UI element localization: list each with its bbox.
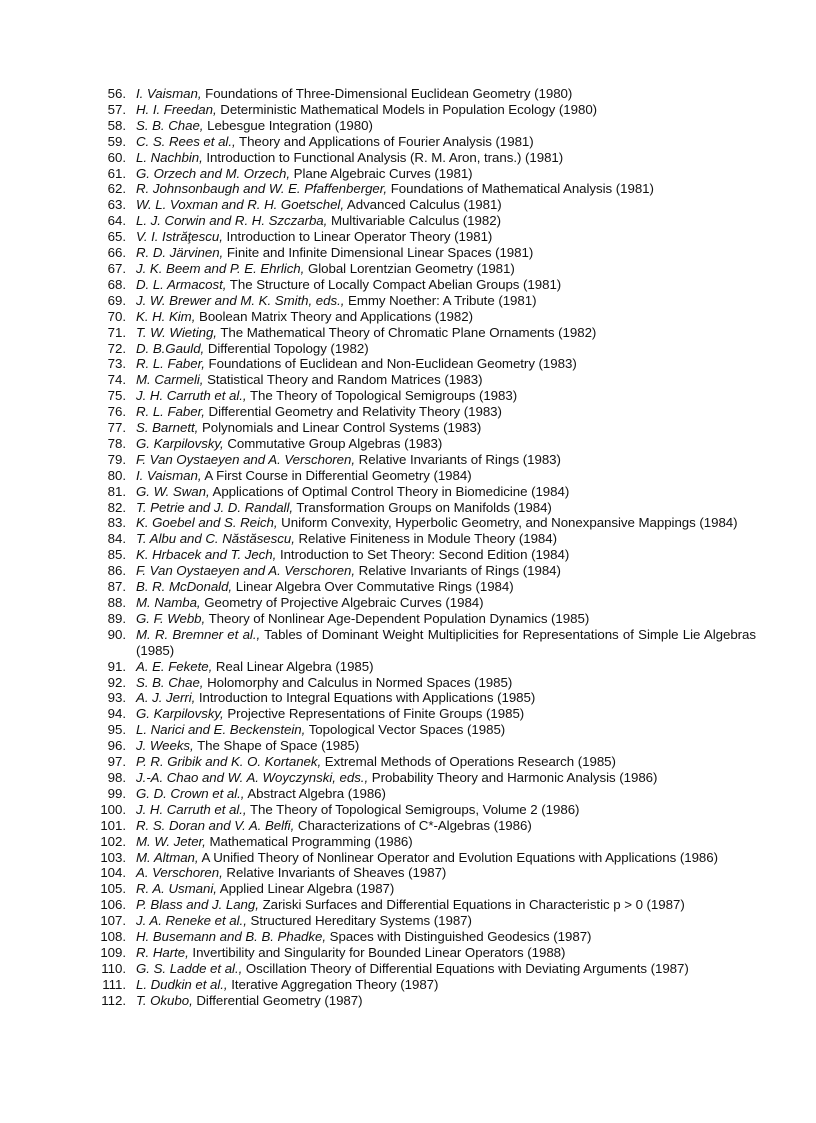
entry-title: Deterministic Mathematical Models in Population Ecology (1980) <box>220 101 598 117</box>
entry-title: Foundations of Three-Dimensional Euclidean Geometry (1980) <box>205 86 573 101</box>
entry-number: 65. <box>107 229 126 245</box>
entry-authors: V. I. Istrăţescu, <box>136 229 223 245</box>
entry-title: Zariski Surfaces and Differential Equations in Characteristic p > 0 (1987) <box>262 897 685 913</box>
entry-number: 83. <box>107 515 126 531</box>
entry-number: 91. <box>107 658 126 674</box>
entry-authors: J. H. Carruth et al., <box>136 388 247 404</box>
entry-number: 96. <box>107 738 126 754</box>
entry-number: 60. <box>107 149 126 165</box>
entry-title: Statistical Theory and Random Matrices (1983) <box>207 372 483 388</box>
entry-number: 70. <box>107 308 126 324</box>
entry-number: 109. <box>100 944 126 960</box>
book-entry <box>96 547 756 563</box>
entry-authors: J. Weeks, <box>136 738 194 754</box>
entry-title: Foundations of Euclidean and Non-Euclidean Geometry (1983) <box>208 356 577 372</box>
entry-authors: A. J. Jerri, <box>136 690 196 706</box>
entry-title: Applications of Optimal Control Theory in Biomedicine (1984) <box>212 483 570 499</box>
entry-title: Commutative Group Algebras (1983) <box>227 435 443 451</box>
entry-authors: R. S. Doran and V. A. Belfi, <box>136 817 295 833</box>
entry-number: 87. <box>107 579 126 595</box>
entry-number: 84. <box>107 531 126 547</box>
entry-authors: J. H. Carruth et al., <box>136 801 247 817</box>
entry-number: 107. <box>100 913 126 929</box>
book-entry <box>96 197 756 213</box>
book-entry <box>96 595 756 611</box>
entry-authors: L. Nachbin, <box>136 149 203 165</box>
entry-number: 90. <box>107 626 126 642</box>
entry-number: 73. <box>107 356 126 372</box>
book-entry <box>96 341 756 357</box>
book-entry <box>96 261 756 277</box>
book-entry <box>96 738 756 754</box>
book-entry <box>96 500 756 516</box>
entry-authors: R. L. Faber, <box>136 404 205 420</box>
entry-title: The Theory of Topological Semigroups, Volume 2 (1986) <box>249 801 580 817</box>
entry-number: 95. <box>107 722 126 738</box>
entry-number: 79. <box>107 451 126 467</box>
book-entry <box>96 627 756 659</box>
entry-title: The Structure of Locally Compact Abelian Groups (1981) <box>229 276 562 292</box>
book-entry <box>96 929 756 945</box>
entry-title: Probability Theory and Harmonic Analysis (1986) <box>371 769 658 785</box>
entry-title: Global Lorentzian Geometry (1981) <box>307 260 515 276</box>
book-entry <box>96 86 756 102</box>
entry-number: 76. <box>107 404 126 420</box>
entry-number: 67. <box>107 260 126 276</box>
entry-title: Invertibility and Singularity for Bounded Linear Operators (1988) <box>192 944 566 960</box>
entry-number: 63. <box>107 197 126 213</box>
entry-number: 75. <box>107 388 126 404</box>
entry-number: 89. <box>107 610 126 626</box>
entry-title: The Theory of Topological Semigroups (1983) <box>249 388 518 404</box>
entry-number: 102. <box>100 833 126 849</box>
entry-number: 64. <box>107 213 126 229</box>
entry-number: 57. <box>107 101 126 117</box>
book-entry <box>96 452 756 468</box>
book-entry <box>96 913 756 929</box>
entry-authors: D. B.Gauld, <box>136 340 205 356</box>
book-entry <box>96 818 756 834</box>
entry-title: Spaces with Distinguished Geodesics (1987) <box>329 929 592 945</box>
book-entry <box>96 770 756 786</box>
entry-title: Introduction to Set Theory: Second Edition (1984) <box>279 547 570 563</box>
entry-number: 108. <box>100 929 126 945</box>
entry-authors: A. Verschoren, <box>136 865 223 881</box>
entry-title: Abstract Algebra (1986) <box>247 785 386 801</box>
book-entry <box>96 166 756 182</box>
book-entry <box>96 515 756 531</box>
entry-authors: M. R. Bremner et al., <box>136 626 261 642</box>
entry-title: Uniform Convexity, Hyperbolic Geometry, and Nonexpansive Mappings (1984) <box>281 515 738 531</box>
entry-authors: M. Namba, <box>136 595 201 610</box>
entry-authors: J. K. Beem and P. E. Ehrlich, <box>136 260 305 276</box>
entry-title: Foundations of Mathematical Analysis (1981) <box>390 181 654 197</box>
entry-number: 61. <box>107 165 126 181</box>
entry-number: 59. <box>107 133 126 149</box>
entry-authors: R. Harte, <box>136 944 189 960</box>
entry-title: Mathematical Programming (1986) <box>209 833 413 849</box>
entry-title: Relative Invariants of Rings (1984) <box>358 563 561 579</box>
book-entry <box>96 563 756 579</box>
book-entry <box>96 722 756 738</box>
entry-number: 58. <box>107 117 126 133</box>
entry-number: 110. <box>101 960 126 976</box>
entry-title: Geometry of Projective Algebraic Curves (1984) <box>204 595 484 610</box>
entry-authors: F. Van Oystaeyen and A. Verschoren, <box>136 451 356 467</box>
entry-title: Oscillation Theory of Differential Equations with Deviating Arguments (1987) <box>245 960 689 976</box>
entry-number: 74. <box>107 372 126 388</box>
entry-authors: M. Carmeli, <box>136 372 204 388</box>
entry-number: 100. <box>100 801 126 817</box>
book-entry <box>96 484 756 500</box>
entry-authors: G. Karpilovsky, <box>136 706 224 722</box>
entry-number: 101. <box>100 817 126 833</box>
entry-authors: D. L. Armacost, <box>136 276 227 292</box>
entry-authors: L. J. Corwin and R. H. Szczarba, <box>136 213 328 229</box>
entry-authors: S. B. Chae, <box>136 117 204 133</box>
entry-title: Tables of Dominant Weight Multiplicities for Representations of Simple Lie Algebras (1985) <box>136 626 756 658</box>
book-entry <box>96 213 756 229</box>
entry-authors: F. Van Oystaeyen and A. Verschoren, <box>136 563 356 579</box>
entry-authors: G. S. Ladde et al., <box>136 960 243 976</box>
book-entry <box>96 786 756 802</box>
entry-authors: I. Vaisman, <box>136 467 202 483</box>
entry-authors: B. R. McDonald, <box>136 579 233 595</box>
entry-authors: K. Hrbacek and T. Jech, <box>136 547 277 563</box>
book-entry <box>96 118 756 134</box>
entry-authors: I. Vaisman, <box>136 86 202 101</box>
book-entry <box>96 420 756 436</box>
entry-authors: R. Johnsonbaugh and W. E. Pfaffenberger, <box>136 181 388 197</box>
entry-number: 104. <box>100 865 126 881</box>
entry-number: 77. <box>107 420 126 436</box>
entry-number: 71. <box>107 324 126 340</box>
book-entry <box>96 309 756 325</box>
entry-authors: R. D. Järvinen, <box>136 245 224 261</box>
entry-title: Linear Algebra Over Commutative Rings (1984) <box>235 579 514 595</box>
entry-title: Polynomials and Linear Control Systems (1983) <box>201 420 482 436</box>
entry-number: 94. <box>107 706 126 722</box>
entry-authors: M. W. Jeter, <box>136 833 206 849</box>
entry-number: 88. <box>107 595 126 610</box>
entry-title: The Mathematical Theory of Chromatic Plane Ornaments (1982) <box>220 324 597 340</box>
book-entry <box>96 977 756 993</box>
entry-number: 62. <box>107 181 126 197</box>
entry-title: Introduction to Functional Analysis (R. M. Aron, trans.) (1981) <box>206 149 564 165</box>
entry-authors: K. H. Kim, <box>136 308 196 324</box>
entry-authors: R. L. Faber, <box>136 356 205 372</box>
entry-authors: L. Narici and E. Beckenstein, <box>136 722 306 738</box>
book-entry <box>96 150 756 166</box>
entry-number: 98. <box>107 769 126 785</box>
book-entry <box>96 865 756 881</box>
entry-authors: J. A. Reneke et al., <box>136 913 247 929</box>
book-entry <box>96 356 756 372</box>
book-entry <box>96 436 756 452</box>
entry-title: A First Course in Differential Geometry (1984) <box>204 467 472 483</box>
entry-title: Structured Hereditary Systems (1987) <box>250 913 472 929</box>
book-entry <box>96 102 756 118</box>
entry-number: 56. <box>107 86 126 101</box>
entry-title: Introduction to Integral Equations with Applications (1985) <box>198 690 536 706</box>
book-entry <box>96 961 756 977</box>
entry-number: 103. <box>100 849 126 865</box>
entry-number: 66. <box>107 245 126 261</box>
entry-authors: K. Goebel and S. Reich, <box>136 515 278 531</box>
entry-number: 69. <box>107 292 126 308</box>
entry-authors: T. W. Wieting, <box>136 324 217 340</box>
entry-title: Holomorphy and Calculus in Normed Spaces (1985) <box>207 674 513 690</box>
entry-number: 85. <box>107 547 126 563</box>
book-entry <box>96 850 756 866</box>
book-entry <box>96 945 756 961</box>
entry-authors: H. Busemann and B. B. Phadke, <box>136 929 326 945</box>
entry-title: Iterative Aggregation Theory (1987) <box>231 976 439 992</box>
entry-authors: T. Petrie and J. D. Randall, <box>136 499 294 515</box>
entry-authors: L. Dudkin et al., <box>136 976 228 992</box>
book-entry <box>96 404 756 420</box>
entry-number: 82. <box>107 499 126 515</box>
book-entry <box>96 675 756 691</box>
entry-authors: G. D. Crown et al., <box>136 785 245 801</box>
book-entry <box>96 325 756 341</box>
entry-authors: G. Orzech and M. Orzech, <box>136 165 290 181</box>
entry-authors: P. Blass and J. Lang, <box>136 897 259 913</box>
book-entry <box>96 897 756 913</box>
entry-title: Characterizations of C*-Algebras (1986) <box>297 817 532 833</box>
entry-authors: J. W. Brewer and M. K. Smith, eds., <box>136 292 345 308</box>
entry-title: Relative Invariants of Sheaves (1987) <box>226 865 447 881</box>
book-entry <box>96 834 756 850</box>
entry-title: A Unified Theory of Nonlinear Operator and Evolution Equations with Applications (1986) <box>201 849 718 865</box>
entry-authors: G. F. Webb, <box>136 610 206 626</box>
entry-title: Emmy Noether: A Tribute (1981) <box>348 292 537 308</box>
book-entry <box>96 468 756 484</box>
entry-authors: J.-A. Chao and W. A. Woyczynski, eds., <box>136 769 369 785</box>
entry-title: Boolean Matrix Theory and Applications (1982) <box>199 308 473 324</box>
entry-number: 93. <box>107 690 126 706</box>
entry-number: 68. <box>107 276 126 292</box>
book-entry <box>96 993 756 1009</box>
entry-title: Relative Invariants of Rings (1983) <box>358 451 561 467</box>
entry-title: Transformation Groups on Manifolds (1984) <box>296 499 552 515</box>
book-entry <box>96 690 756 706</box>
entry-number: 111. <box>102 976 126 992</box>
entry-number: 105. <box>100 881 126 897</box>
book-entry <box>96 293 756 309</box>
entry-title: Theory and Applications of Fourier Analysis (1981) <box>239 133 534 149</box>
entry-authors: G. Karpilovsky, <box>136 435 224 451</box>
entry-title: Real Linear Algebra (1985) <box>215 658 374 674</box>
entry-number: 97. <box>107 754 126 770</box>
entry-title: Projective Representations of Finite Groups (1985) <box>227 706 525 722</box>
book-entry <box>96 881 756 897</box>
book-entry <box>96 802 756 818</box>
entry-authors: H. I. Freedan, <box>136 101 217 117</box>
book-entry <box>96 706 756 722</box>
entry-title: Differential Geometry and Relativity Theory (1983) <box>208 404 502 420</box>
entry-number: 78. <box>107 435 126 451</box>
entry-number: 81. <box>107 483 126 499</box>
entry-authors: C. S. Rees et al., <box>136 133 236 149</box>
entry-number: 72. <box>107 340 126 356</box>
book-entry <box>96 659 756 675</box>
entry-authors: R. A. Usmani, <box>136 881 217 897</box>
entry-title: Theory of Nonlinear Age-Dependent Population Dynamics (1985) <box>208 610 590 626</box>
book-entry <box>96 372 756 388</box>
entry-authors: S. B. Chae, <box>136 674 204 690</box>
entry-title: Plane Algebraic Curves (1981) <box>293 165 473 181</box>
entry-authors: W. L. Voxman and R. H. Goetschel, <box>136 197 344 213</box>
entry-authors: A. E. Fekete, <box>136 658 213 674</box>
book-entry <box>96 245 756 261</box>
entry-number: 92. <box>107 674 126 690</box>
book-series-list <box>96 86 756 1009</box>
entry-title: Lebesgue Integration (1980) <box>207 117 373 133</box>
entry-authors: T. Albu and C. Năstăsescu, <box>136 531 295 547</box>
book-entry <box>96 181 756 197</box>
book-entry <box>96 531 756 547</box>
entry-title: Introduction to Linear Operator Theory (1981) <box>226 229 493 245</box>
entry-number: 99. <box>107 785 126 801</box>
entry-title: Applied Linear Algebra (1987) <box>219 881 395 897</box>
entry-title: The Shape of Space (1985) <box>197 738 360 754</box>
book-entry <box>96 754 756 770</box>
entry-authors: P. R. Gribik and K. O. Kortanek, <box>136 754 322 770</box>
book-entry <box>96 229 756 245</box>
book-entry <box>96 277 756 293</box>
book-entry <box>96 388 756 404</box>
book-entry <box>96 611 756 627</box>
entry-number: 86. <box>107 563 126 579</box>
book-entry <box>96 134 756 150</box>
entry-authors: T. Okubo, <box>136 992 193 1008</box>
entry-title: Extremal Methods of Operations Research (1985) <box>324 754 616 770</box>
entry-authors: G. W. Swan, <box>136 483 210 499</box>
entry-number: 80. <box>107 467 126 483</box>
entry-title: Advanced Calculus (1981) <box>346 197 502 213</box>
entry-title: Topological Vector Spaces (1985) <box>308 722 506 738</box>
entry-title: Differential Geometry (1987) <box>196 992 363 1008</box>
entry-title: Multivariable Calculus (1982) <box>330 213 501 229</box>
entry-authors: M. Altman, <box>136 849 199 865</box>
entry-title: Differential Topology (1982) <box>207 340 369 356</box>
book-entry <box>96 579 756 595</box>
entry-authors: S. Barnett, <box>136 420 199 436</box>
entry-title: Relative Finiteness in Module Theory (1984) <box>298 531 558 547</box>
entry-title: Finite and Infinite Dimensional Linear Spaces (1981) <box>226 245 534 261</box>
entry-number: 106. <box>100 897 126 913</box>
entry-number: 112. <box>101 992 126 1008</box>
